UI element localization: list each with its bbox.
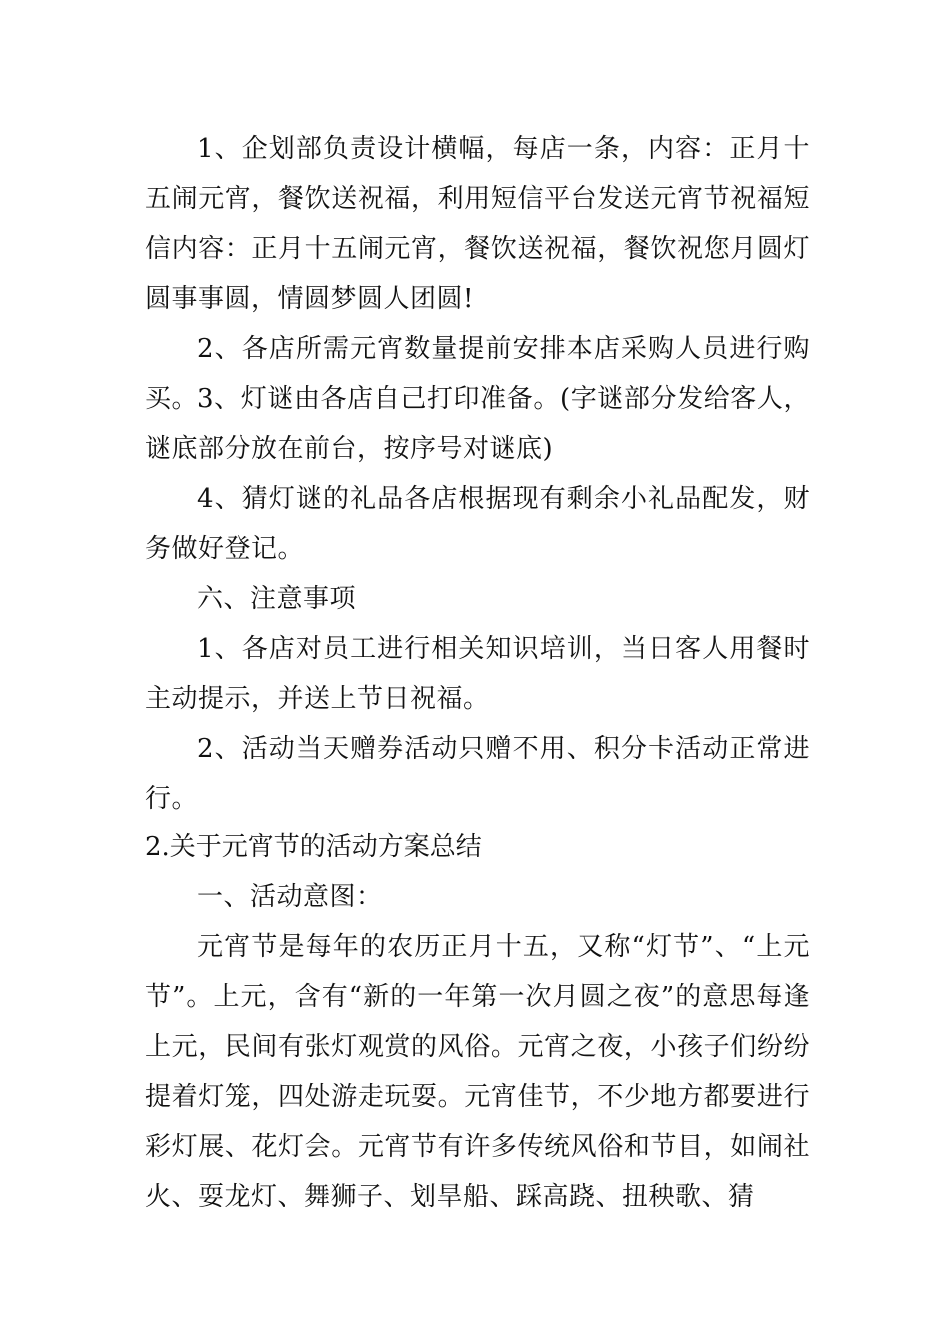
paragraph-riddles: 3、灯谜由各店自己打印准备。(字谜部分发给客人，谜底部分放在前台，按序号对谜底) (145, 384, 810, 464)
heading-activity-purpose: 一、活动意图： (197, 882, 383, 912)
paragraph-lantern-festival: 元宵节是每年的农历正月十五，又称“灯节”、“上元节”。上元，含有“新的一年第一次月圆之夜”的意思每逢上元，民间有张灯观赏的风俗。元宵之夜，小孩子们纷纷提着灯笼，四处游走玩耍。元宵佳节，不少地方都要进行彩灯展、花灯会。元宵节有许多传统风俗和节目，如闹社火、耍龙灯、舞狮子、划旱船、踩高跷、扭秧歌、猜 (145, 932, 810, 1212)
heading-notes: 六、注意事项 (197, 584, 357, 614)
paragraph-gifts: 4、猜灯谜的礼品各店根据现有剩余小礼品配发，财务做好登记。 (145, 484, 810, 564)
paragraph-coupons: 2、活动当天赠券活动只赠不用、积分卡活动正常进行。 (145, 734, 810, 814)
paragraph-banner-sms: 1、企划部负责设计横幅，每店一条，内容：正月十五闹元宵，餐饮送祝福，利用短信平台发送元宵节祝福短信内容：正月十五闹元宵，餐饮送祝福，餐饮祝您月圆灯圆事事圆，情圆梦圆人团圆! (145, 134, 810, 314)
paragraph-purchase: 2、各店所需元宵数量提前安排本店采购人员进行购买。 (145, 334, 810, 414)
section-title: 2.关于元宵节的活动方案总结 (145, 832, 482, 862)
paragraph-training: 1、各店对员工进行相关知识培训，当日客人用餐时主动提示，并送上节日祝福。 (145, 634, 810, 714)
